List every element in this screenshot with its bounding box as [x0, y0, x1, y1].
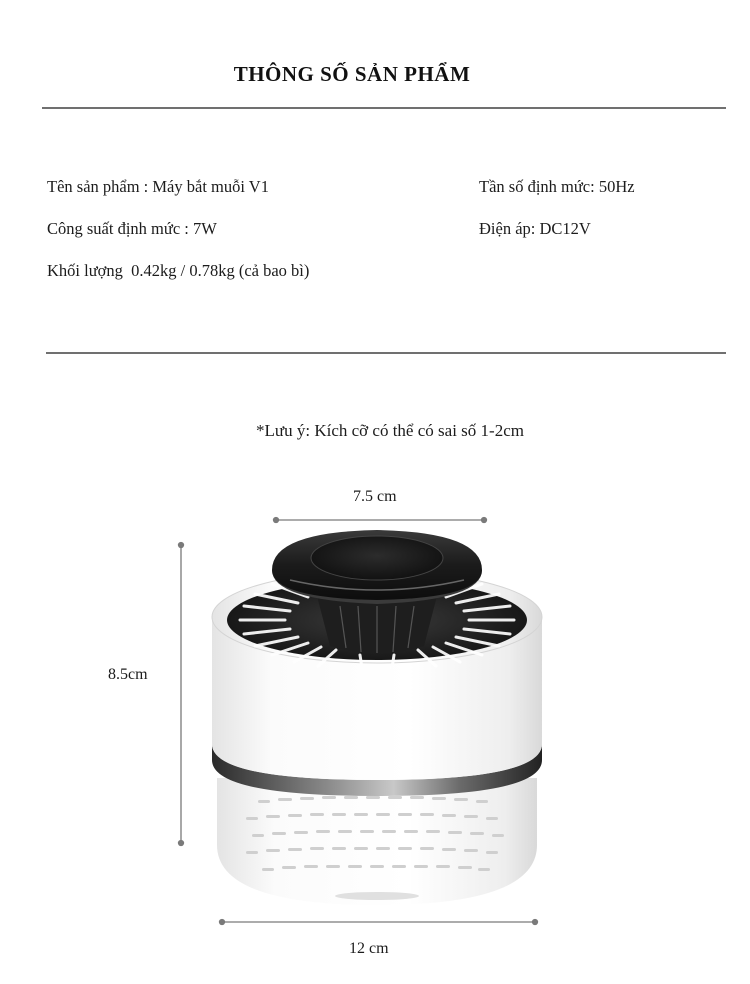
size-tolerance-note: *Lưu ý: Kích cỡ có thể có sai số 1-2cm	[256, 421, 524, 440]
spec-product-name: Tên sản phẩm : Máy bắt muỗi V1	[47, 177, 269, 196]
base-width-dimension-line	[220, 920, 538, 925]
top-width-label: 7.5 cm	[353, 488, 397, 505]
page-title: THÔNG SỐ SẢN PHẨM	[233, 62, 471, 86]
spec-rated-power: Công suất định mức : 7W	[47, 219, 217, 238]
base-width-label: 12 cm	[349, 940, 389, 957]
spec-rated-frequency: Tần số định mức: 50Hz	[479, 177, 635, 196]
spec-voltage: Điện áp: DC12V	[479, 219, 591, 238]
spec-weight: Khối lượng 0.42kg / 0.78kg (cả bao bì)	[47, 261, 310, 280]
cap-top-surface	[311, 536, 443, 580]
height-dimension-line	[179, 543, 184, 846]
height-label: 8.5cm	[108, 666, 148, 683]
top-width-dimension-line	[274, 518, 487, 523]
